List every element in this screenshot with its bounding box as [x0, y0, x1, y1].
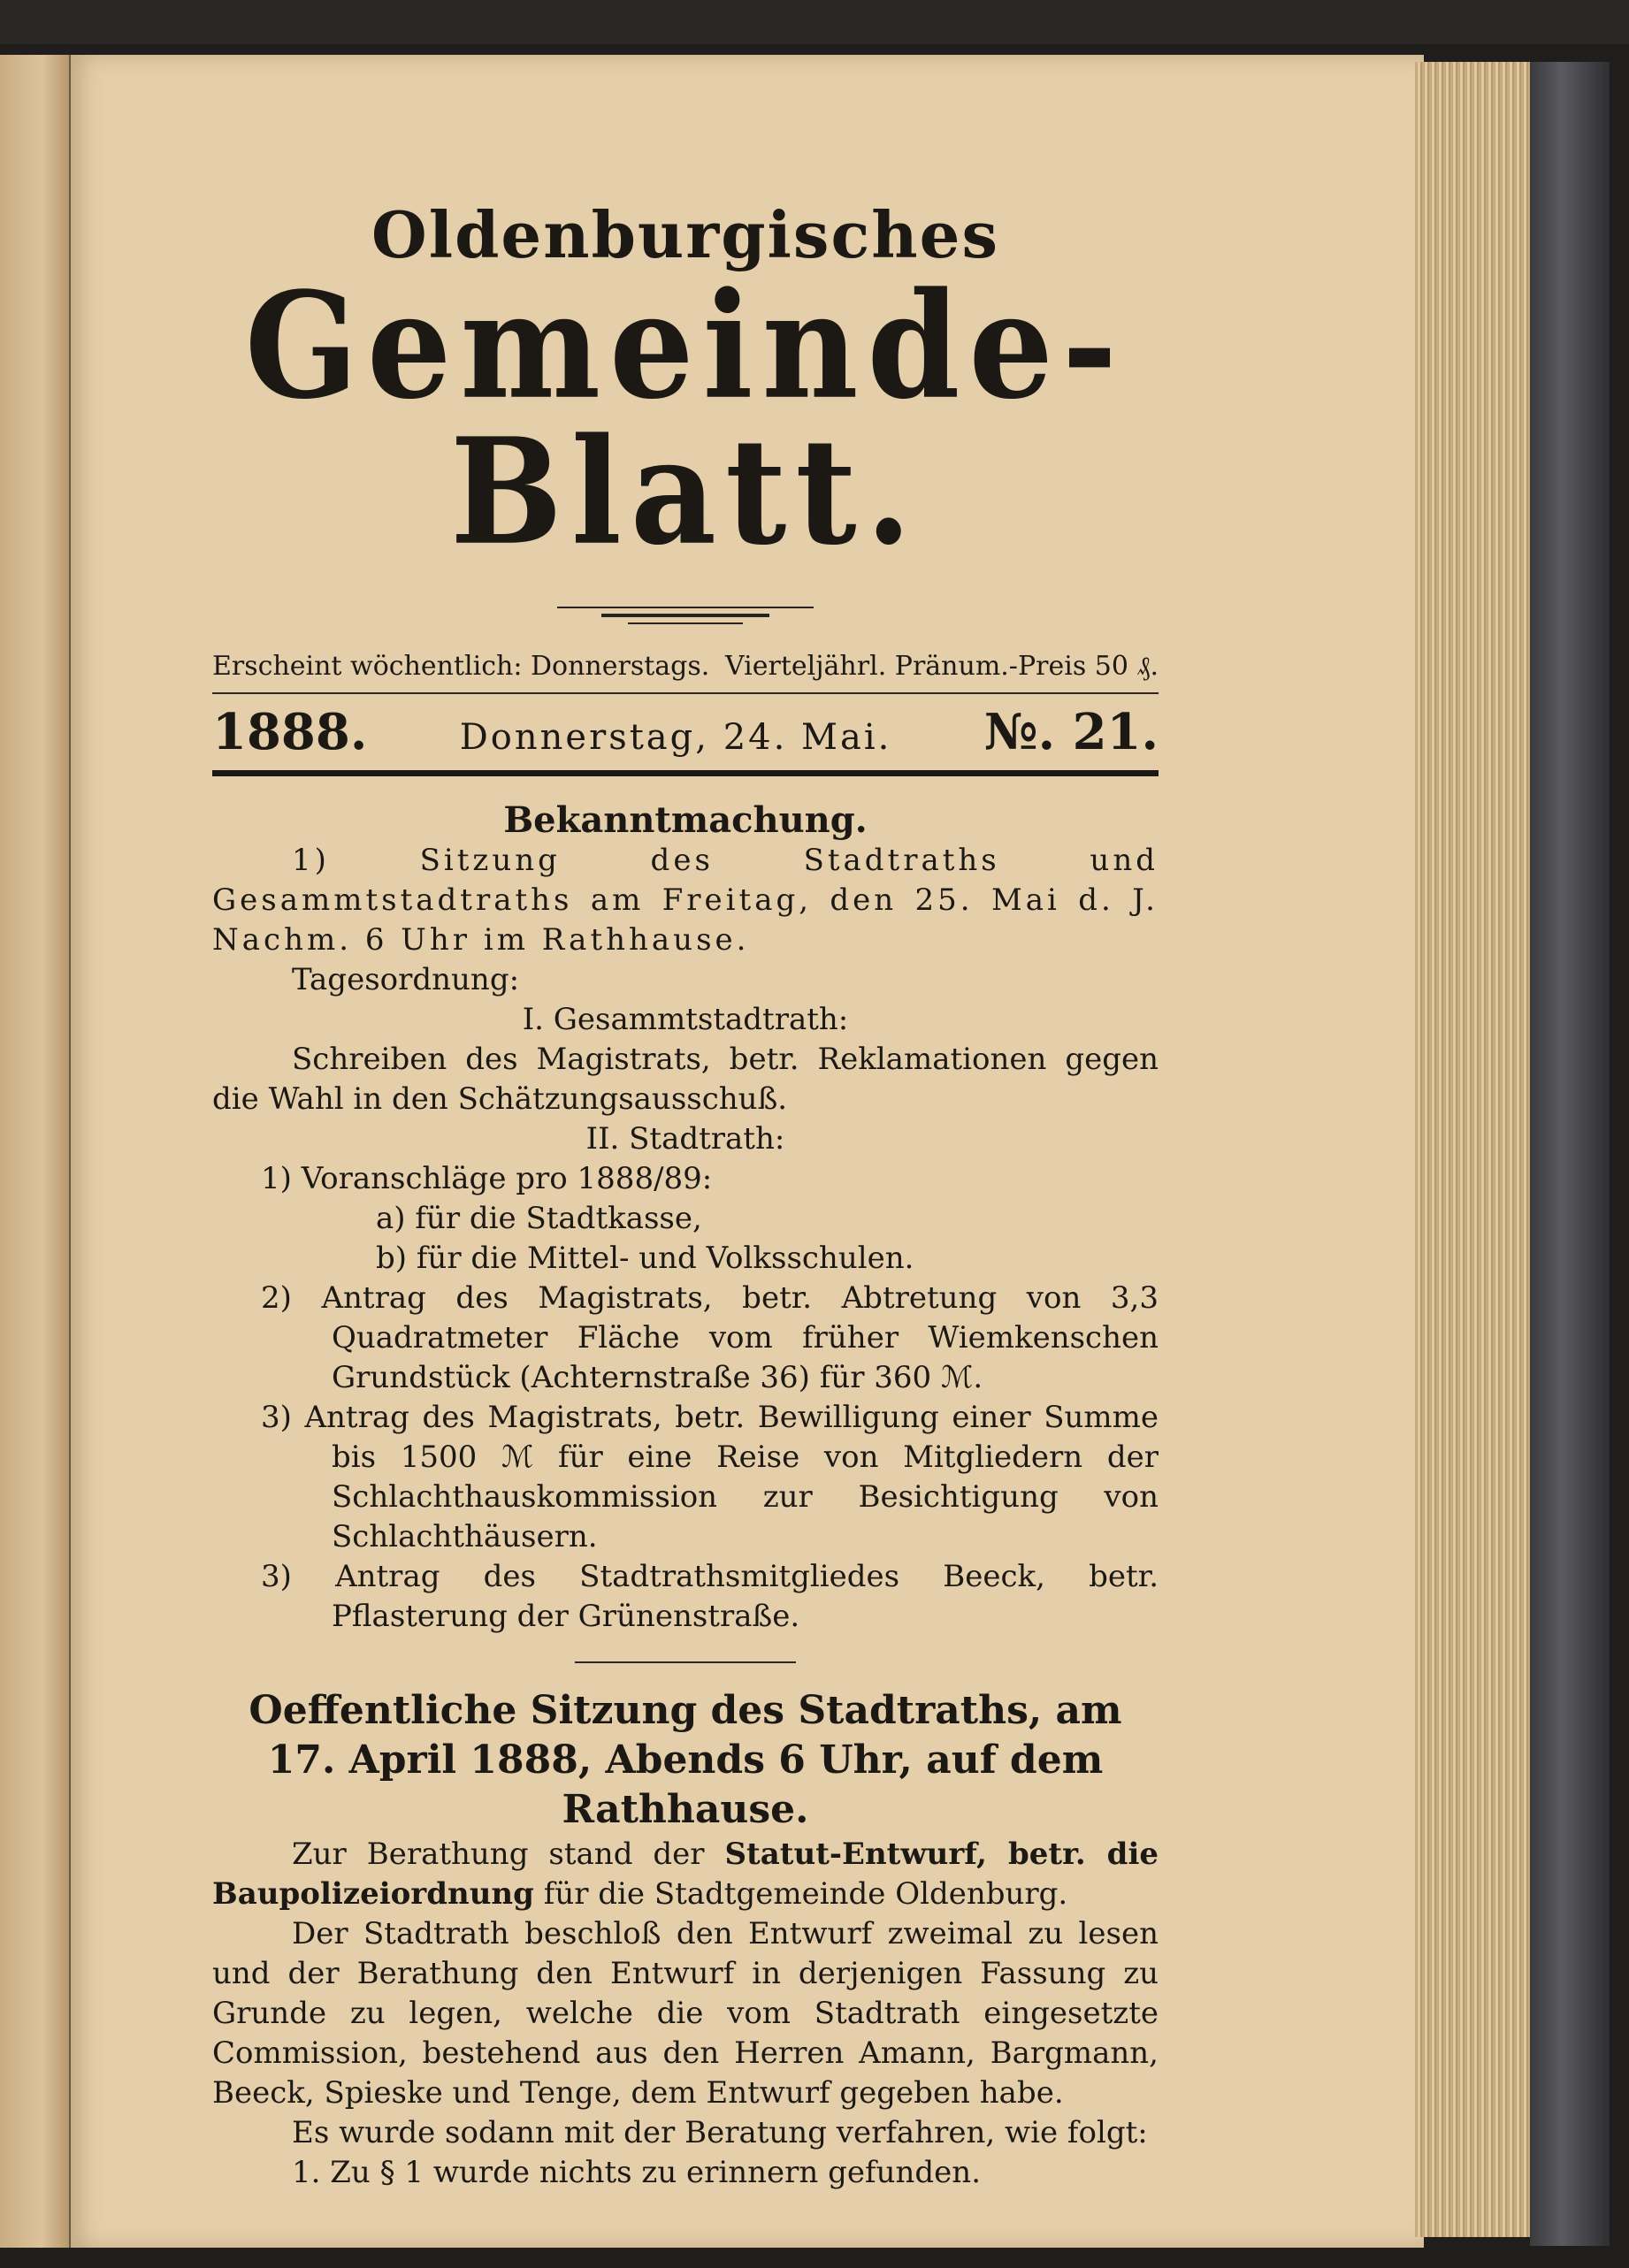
price-text: Vierteljährl. Pränum.-Preis 50 ₰. — [725, 651, 1159, 682]
session-paragraph-2: Der Stadtrath beschloß den Entwurf zweimal zu lesen und der Berathung den Entwurf in derjenigen Fassung zu Grunde zu legen, welche die vom Stadtrath eingesetzte Commission, bestehend aus den Herren Amann, Bargmann, Beeck, Spieske und Tenge, dem Entwurf gegeben habe. — [212, 1916, 1159, 2111]
masthead-line1: Oldenburgisches — [371, 197, 999, 272]
announcement-title: Bekanntmachung. — [503, 799, 868, 841]
dateline — [212, 703, 1159, 776]
section-divider — [575, 1661, 796, 1663]
section1-text: Schreiben des Magistrats, betr. Reklamationen gegen die Wahl in den Schätzungsausschuß. — [212, 1042, 1159, 1117]
left-page-edge — [0, 55, 71, 2248]
session-title: Oeffentliche Sitzung des Stadtraths, am 17. April 1888, Abends 6 Uhr, auf dem Rathhause. — [249, 1688, 1122, 1832]
p1-bold: Statut-Entwurf, betr. die Baupolizeiordnung — [212, 1837, 1159, 1912]
agenda-label: Tagesordnung: — [292, 962, 520, 997]
masthead-title: Gemeinde-Blatt. — [244, 260, 1127, 578]
session-paragraph-1 — [212, 1835, 1159, 1914]
agenda-item-1b: b) für die Mittel- und Volksschulen. — [376, 1241, 914, 1276]
section1-title: I. Gesammtstadtrath: — [522, 1002, 849, 1037]
section2-title: II. Stadtrath: — [585, 1121, 785, 1157]
agenda-item-1a: a) für die Stadtkasse, — [376, 1201, 702, 1236]
issue-year: 1888. — [212, 703, 368, 761]
issue-number: №. 21. — [983, 703, 1159, 761]
p1-start: Zur Berathung stand der — [292, 1837, 705, 1872]
session-paragraph-4: 1. Zu § 1 wurde nichts zu erinnern gefunden. — [292, 2155, 981, 2190]
session-paragraph-3: Es wurde sodann mit der Beratung verfahren, wie folgt: — [292, 2115, 1148, 2150]
schedule-text: Erscheint wöchentlich: Donnerstags. — [212, 651, 710, 682]
agenda-item-1: 1) Voranschläge pro 1888/89: — [261, 1161, 713, 1196]
issue-date: Donnerstag, 24. Mai. — [459, 717, 892, 758]
page-edges — [1415, 62, 1533, 2237]
agenda-item-2: 2) Antrag des Magistrats, betr. Abtretung von 3,3 Quadratmeter Fläche vom früher Wiemkenschen Grundstück (Achternstraße 36) für 360 ℳ. — [261, 1280, 1159, 1395]
agenda-item-3: 3) Antrag des Magistrats, betr. Bewilligung einer Summe bis 1500 ℳ für eine Reise von Mitgliedern der Schlachthauskommission zur Besichtigung von Schlachthäusern. — [261, 1400, 1159, 1554]
book-spine — [1530, 62, 1610, 2246]
ornament-rule — [212, 596, 1159, 631]
agenda-item-4: 3) Antrag des Stadtrathsmitgliedes Beeck, betr. Pflasterung der Grünenstraße. — [261, 1559, 1159, 1634]
publication-info — [212, 651, 1159, 694]
p1-end: für die Stadtgemeinde Oldenburg. — [543, 1876, 1068, 1912]
page-content — [212, 197, 1159, 2193]
announcement-intro: 1) Sitzung des Stadtraths und Gesammtstadtraths am Freitag, den 25. Mai d. J. Nachm. 6 Uhr im Rathhause. — [212, 843, 1159, 958]
